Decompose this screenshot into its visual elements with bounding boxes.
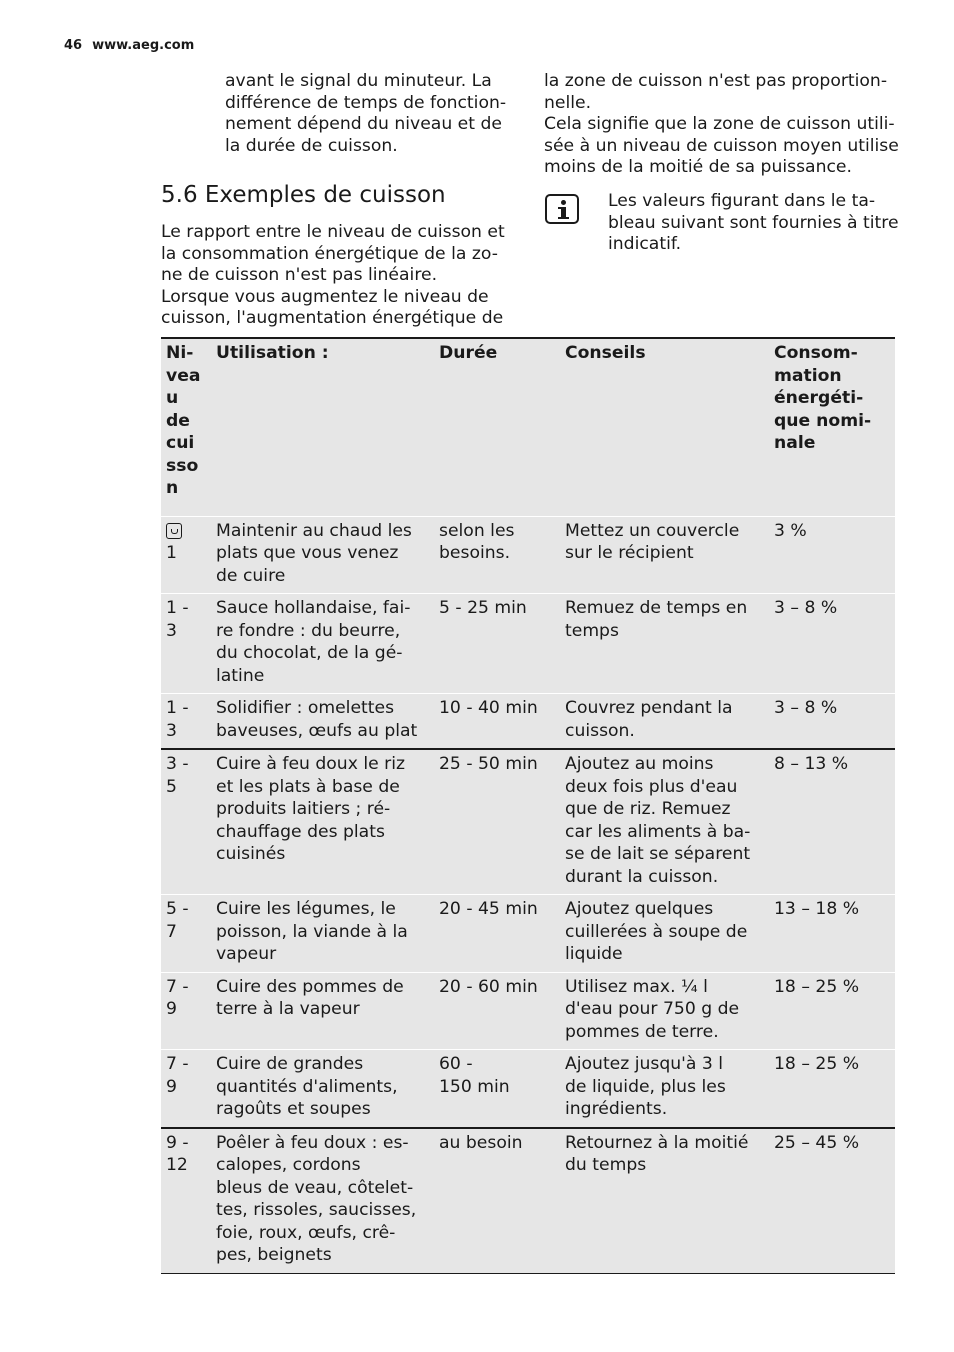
cell-use: Solidifier : omelettes baveuses, œufs au plat xyxy=(211,694,434,750)
cell-level: 5 - 7 xyxy=(161,895,211,973)
cell-use: Cuire les légumes, le poisson, la viande à la vapeur xyxy=(211,895,434,973)
cell-energy: 18 – 25 % xyxy=(769,972,895,1050)
cell-tips: Mettez un couvercle sur le récipient xyxy=(560,516,769,594)
cell-energy: 25 – 45 % xyxy=(769,1128,895,1274)
info-icon xyxy=(545,194,579,224)
cell-level: 1 - 3 xyxy=(161,694,211,750)
cell-energy: 3 % xyxy=(769,516,895,594)
cell-use: Poêler à feu doux : es- calopes, cordons bleus de veau, côtelet- tes, rissoles, saucisses, foie, roux, œufs, crê- pes, beignets xyxy=(211,1128,434,1274)
cell-duration: 10 - 40 min xyxy=(434,694,560,750)
cell-level: 7 - 9 xyxy=(161,972,211,1050)
header-level: Ni- vea u de cui sso n xyxy=(161,338,211,516)
cell-level: 1 xyxy=(161,516,211,594)
table-row xyxy=(161,895,895,973)
table-row xyxy=(161,1050,895,1128)
header-use: Utilisation : xyxy=(211,338,434,516)
header-energy: Consom- mation énergéti- que nomi- nale xyxy=(769,338,895,516)
keep-warm-icon xyxy=(166,523,182,539)
cell-use: Cuire à feu doux le riz et les plats à base de produits laitiers ; ré- chauffage des plats cuisinés xyxy=(211,749,434,895)
right-continuation-paragraph: la zone de cuisson n'est pas proportion- nelle. Cela signifie que la zone de cuisson utili- sée à un niveau de cuisson moyen utilise moins de la moitié de sa puissance. xyxy=(544,71,899,177)
cell-tips: Ajoutez quelques cuillerées à soupe de liquide xyxy=(560,895,769,973)
cell-tips: Utilisez max. ¼ l d'eau pour 750 g de pommes de terre. xyxy=(560,972,769,1050)
cell-use: Sauce hollandaise, fai- re fondre : du beurre, du chocolat, de la gé- latine xyxy=(211,594,434,694)
cell-energy: 3 – 8 % xyxy=(769,694,895,750)
header-duration: Durée xyxy=(434,338,560,516)
cell-energy: 13 – 18 % xyxy=(769,895,895,973)
table-header-row xyxy=(161,338,895,516)
cell-level: 9 - 12 xyxy=(161,1128,211,1274)
cell-energy: 3 – 8 % xyxy=(769,594,895,694)
table-row xyxy=(161,594,895,694)
page-number: 46 xyxy=(64,38,83,53)
cell-duration: 20 - 45 min xyxy=(434,895,560,973)
table-row xyxy=(161,694,895,750)
table-row xyxy=(161,516,895,594)
cell-duration: 5 - 25 min xyxy=(434,594,560,694)
cell-duration: au besoin xyxy=(434,1128,560,1274)
cell-duration: 20 - 60 min xyxy=(434,972,560,1050)
table-row xyxy=(161,749,895,895)
section-title: 5.6 Exemples de cuisson xyxy=(161,182,446,208)
cell-tips: Retournez à la moitié du temps xyxy=(560,1128,769,1274)
cell-duration: 25 - 50 min xyxy=(434,749,560,895)
left-body-paragraph: Le rapport entre le niveau de cuisson et la consommation énergétique de la zo- ne de cuisson n'est pas linéaire. Lorsque vous augmentez le niveau de cuisson, l'augmentation énergétique de xyxy=(161,222,505,328)
info-note-text: Les valeurs figurant dans le ta- bleau suivant sont fournies à titre indicatif. xyxy=(608,191,899,254)
cooking-examples-table xyxy=(161,337,895,1274)
page-header xyxy=(64,38,194,53)
cell-level: 1 - 3 xyxy=(161,594,211,694)
cell-tips: Ajoutez jusqu'à 3 l de liquide, plus les ingrédients. xyxy=(560,1050,769,1128)
cell-duration: selon les besoins. xyxy=(434,516,560,594)
cell-tips: Ajoutez au moins deux fois plus d'eau que de riz. Remuez car les aliments à ba- se de lait se séparent durant la cuisson. xyxy=(560,749,769,895)
header-tips: Conseils xyxy=(560,338,769,516)
cell-use: Maintenir au chaud les plats que vous venez de cuire xyxy=(211,516,434,594)
website-url[interactable]: www.aeg.com xyxy=(92,38,195,53)
cell-use: Cuire des pommes de terre à la vapeur xyxy=(211,972,434,1050)
cell-level: 7 - 9 xyxy=(161,1050,211,1128)
cell-duration: 60 - 150 min xyxy=(434,1050,560,1128)
cell-energy: 18 – 25 % xyxy=(769,1050,895,1128)
cell-use: Cuire de grandes quantités d'aliments, ragoûts et soupes xyxy=(211,1050,434,1128)
cell-tips: Couvrez pendant la cuisson. xyxy=(560,694,769,750)
table-row xyxy=(161,972,895,1050)
table-row xyxy=(161,1128,895,1274)
left-continuation-paragraph: avant le signal du minuteur. La différence de temps de fonction- nement dépend du niveau et de la durée de cuisson. xyxy=(225,71,507,156)
cell-level: 3 - 5 xyxy=(161,749,211,895)
cell-tips: Remuez de temps en temps xyxy=(560,594,769,694)
cell-energy: 8 – 13 % xyxy=(769,749,895,895)
